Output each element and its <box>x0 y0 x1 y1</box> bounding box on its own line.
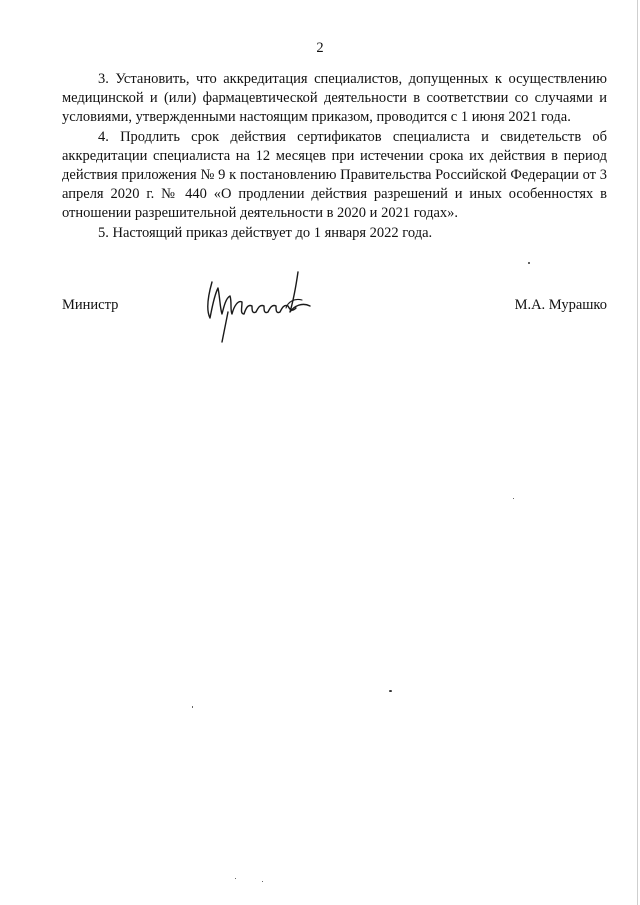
scan-speck <box>262 881 263 882</box>
scan-speck <box>235 878 236 879</box>
page-number: 2 <box>316 40 324 56</box>
scan-speck <box>389 690 392 692</box>
document-body <box>62 70 607 243</box>
scan-speck <box>192 706 193 708</box>
paragraph-3: 3. Установить, что аккредитация специалистов, допущенных к осуществлению медицинской и (или) фармацевтической деятельности в соответствии со случаями и условиями, утвержденными настоящим приказом, проводится с 1 июня 2021 года. <box>62 71 607 126</box>
signatory-name: М.А. Мурашко <box>514 297 607 313</box>
signatory-position: Министр <box>62 297 119 313</box>
scan-edge <box>637 0 638 905</box>
paragraph-5: 5. Настоящий приказ действует до 1 января 2022 года. <box>98 224 433 241</box>
scan-speck <box>513 498 514 499</box>
scan-speck <box>528 262 530 264</box>
paragraph-4: 4. Продлить срок действия сертификатов специалиста и свидетельств об аккредитации специалиста на 12 месяцев при истечении срока их действия в период действия приложения № 9 к постановлению Правительства Российской Федерации от 3 апреля 2020 г. № 440 «О продлении действия разрешений и иных особенностях в отношении разрешительной деятельности в 2020 и 2021 годах». <box>62 128 607 222</box>
signature-icon <box>198 262 318 346</box>
